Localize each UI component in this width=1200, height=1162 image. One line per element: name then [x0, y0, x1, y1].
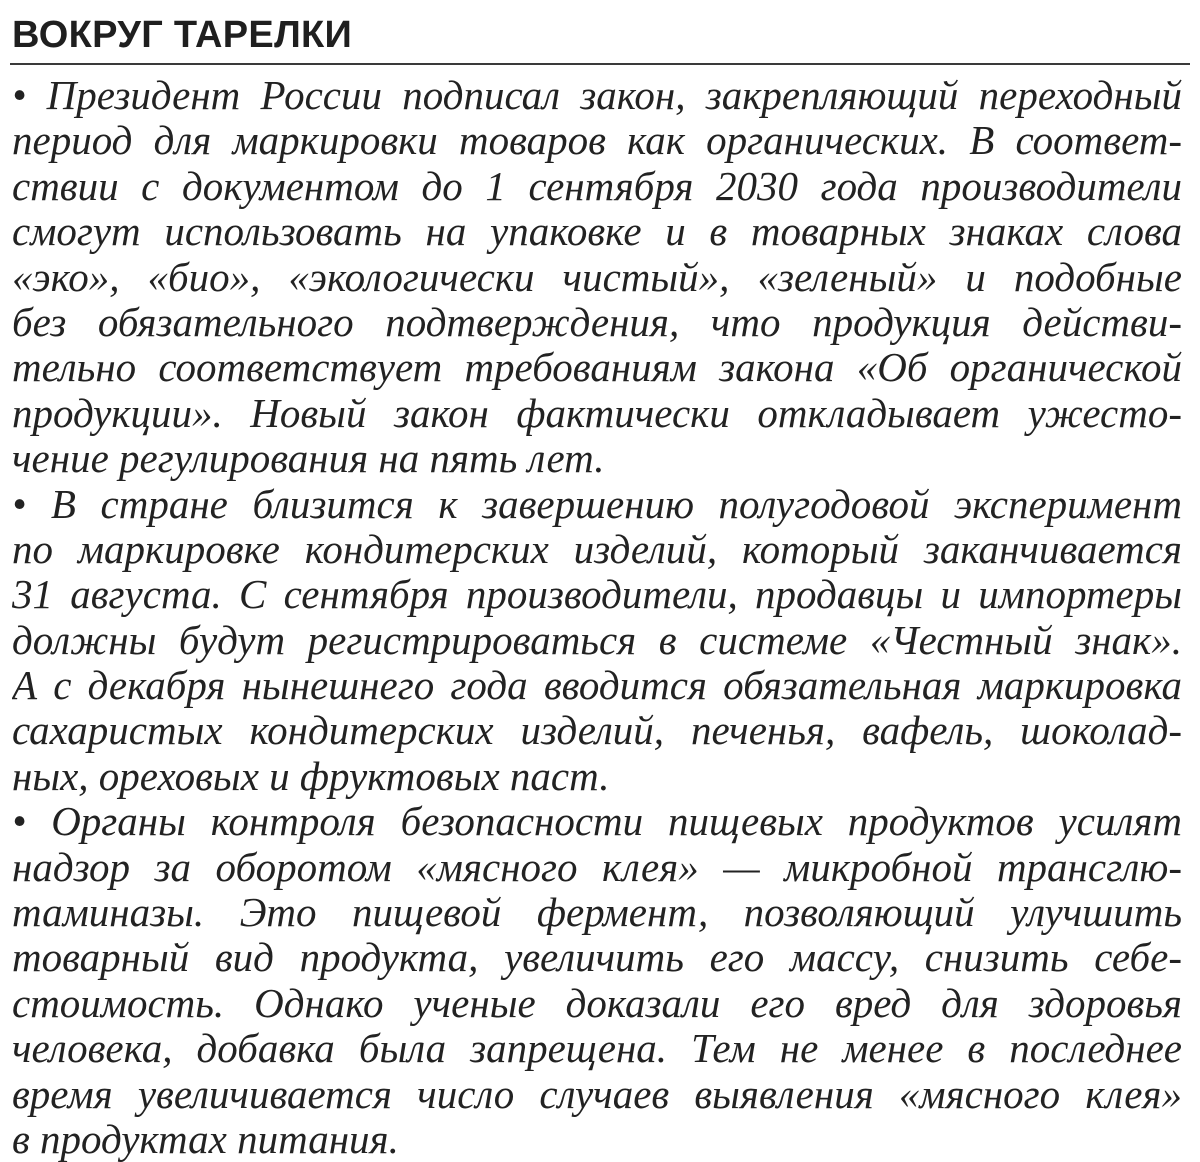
news-item-meat-glue	[12, 799, 1182, 1162]
news-article	[12, 73, 1182, 1162]
text-line: должны будут регистрироваться в системе «Честный знак».	[12, 617, 1182, 663]
text-line: сахаристых кондитерских изделий, печенья, вафель, шоколад-	[12, 708, 1182, 754]
news-item-confectionery-marking	[12, 482, 1182, 800]
text-line: ных, ореховых и фруктовых паст.	[12, 753, 610, 799]
text-line: • Органы контроля безопасности пищевых продуктов усилят	[12, 799, 1182, 845]
text-line: смогут использовать на упаковке и в товарных знаках слова	[12, 209, 1182, 255]
text-line: • Президент России подписал закон, закрепляющий переходный	[12, 73, 1182, 118]
text-line: ствии с документом до 1 сентября 2030 года производители	[12, 163, 1182, 209]
text-line: человека, добавка была запрещена. Тем не менее в последнее	[12, 1026, 1182, 1072]
text-line: без обязательного подтверждения, что продукция действи-	[12, 299, 1182, 345]
text-line: период для маркировки товаров как органических. В соответ-	[12, 118, 1182, 164]
news-item-label-law	[12, 73, 1182, 482]
text-line: • В стране близится к завершению полугодовой эксперимент	[12, 481, 1182, 527]
text-line: продукции». Новый закон фактически откладывает ужесто-	[12, 390, 1182, 436]
text-line: товарный вид продукта, увеличить его массу, снизить себе-	[12, 935, 1182, 981]
text-line: А с декабря нынешнего года вводится обязательная маркировка	[12, 663, 1182, 709]
text-line: надзор за оборотом «мясного клея» — микробной трансглю-	[12, 844, 1182, 890]
section-title: ВОКРУГ ТАРЕЛКИ	[12, 14, 353, 56]
text-line: таминазы. Это пищевой фермент, позволяющий улучшить	[12, 890, 1182, 936]
text-line: тельно соответствует требованиям закона «Об органической	[12, 345, 1182, 391]
text-line: время увеличивается число случаев выявления «мясного клея»	[12, 1071, 1182, 1117]
text-line: «эко», «био», «экологически чистый», «зеленый» и подобные	[12, 254, 1182, 300]
text-line: стоимость. Однако ученые доказали его вред для здоровья	[12, 980, 1182, 1026]
title-divider	[10, 63, 1190, 65]
text-line: чение регулирования на пять лет.	[12, 436, 605, 482]
text-line: 31 августа. С сентября производители, продавцы и импортеры	[12, 572, 1182, 618]
text-line: в продуктах питания.	[12, 1116, 399, 1162]
text-line: по маркировке кондитерских изделий, который заканчивается	[12, 526, 1182, 572]
